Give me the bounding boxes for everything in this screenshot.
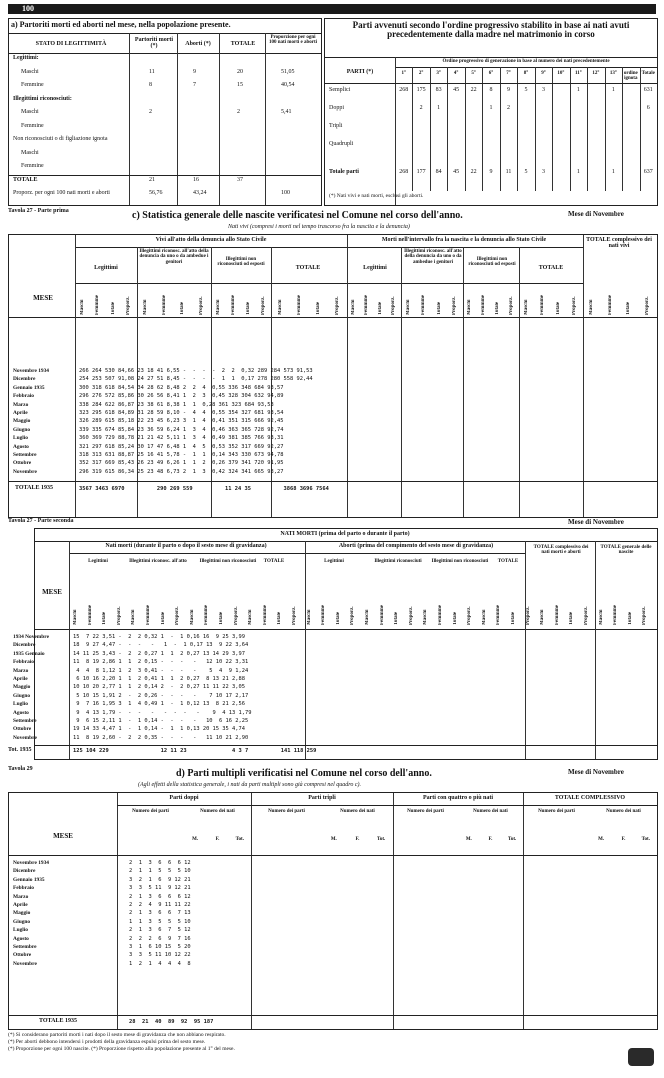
- section-d-data: 2 1 3 6 6 6 12 2 1 1 5 5 5 10 3 2 1 6 9 12 21 3 3 5 11 9 12 21 2 1 3 6 6 6 12 2 2 4 9 11 11 22 2 1 3 6 6 7 13 1 1 3 5 5 5 10 2 1 3 6 7 5 12 2 2 2 6 9 7 16 3 1 6 10 15 5 20 3 3 5 11 10 12 22 1 2 1 4 4 4 8: [129, 860, 191, 967]
- section-c2-col-label: Femmine: [613, 605, 619, 625]
- section-d-sub-nati: Numero dei nati: [606, 809, 641, 814]
- section-a-row-label: Proporz. per ogni 100 nati morti e aborti: [13, 190, 110, 196]
- section-b-col-rule: [465, 67, 466, 191]
- section-a-totale: 20: [237, 68, 243, 75]
- section-d-col-label: F.: [215, 837, 220, 842]
- section-b-cell: 83: [435, 87, 442, 93]
- section-c2-col-label: Proporz.: [642, 606, 648, 625]
- section-c2-col-label: Totale: [394, 611, 400, 625]
- section-c-col-label: Maschi: [79, 299, 85, 315]
- section-b-order: ordine ignota: [623, 71, 638, 82]
- section-c-subtitle: Nati vivi (compresi i morti nel tempo trascorso fra la nascita e la denuncia): [228, 224, 410, 230]
- section-d-group-headers: [117, 793, 657, 853]
- section-c2-col-label: Femmine: [204, 605, 210, 625]
- section-b-table: [324, 18, 658, 206]
- section-c-months: Novembre 1934 Dicembre Gennaio 1935 Febbraio Marzo Aprile Maggio Giugno Luglio Agosto Settembre Ottobre Novembre: [13, 368, 49, 475]
- section-a-aborti: 7: [193, 82, 196, 88]
- section-c2-col-label: Femmine: [496, 605, 502, 625]
- tavola-27-parte-prima: Tavola 27 - Parte prima: [8, 208, 69, 214]
- section-b-order: 1°: [401, 71, 406, 76]
- section-b-row-label: Doppi: [329, 105, 344, 111]
- section-b-cell: 268: [399, 169, 409, 175]
- section-c2-col-label: Femmine: [379, 605, 385, 625]
- section-a-row-label: Legittimi:: [13, 55, 39, 61]
- section-c2-sub-label: TOTALE: [263, 559, 285, 564]
- section-b-cell: 1: [576, 169, 580, 175]
- section-c-col-label: Femmine: [296, 295, 302, 315]
- section-d-col-label: Tot.: [641, 837, 650, 842]
- section-c-col-label: Femmine: [607, 295, 613, 315]
- section-c2-title: NATI MORTI (prima del parto o durante il parto): [280, 531, 410, 537]
- section-d-group: Parti con quattro o più nati: [422, 795, 494, 801]
- section-d-table: [8, 792, 658, 1030]
- header-stato: STATO DI LEGITTIMITÀ: [35, 41, 107, 47]
- section-a-row-label: Femmine: [21, 82, 44, 88]
- section-d-group: Parti tripli: [308, 795, 336, 801]
- section-d-sub-nati: Numero dei nati: [200, 809, 235, 814]
- section-c2-col-label: Maschi: [73, 609, 78, 625]
- section-c2-col-label: Maschi: [189, 609, 195, 625]
- section-c2-col-label: Maschi: [248, 609, 254, 625]
- section-d-title: d) Parti multipli verificatisi nel Comune nel corso dell'anno.: [176, 768, 432, 779]
- section-c-total-label: TOTALE 1935: [15, 485, 53, 491]
- section-b-order: 9°: [541, 71, 546, 76]
- section-c2-col-label: Totale: [627, 611, 633, 625]
- section-d-total-row: 28 21 40 89 92 95 187: [129, 1019, 214, 1025]
- section-c-total-row: 3567 3463 6970 290 269 559 11 24 35 3868 3696 7564: [79, 486, 329, 492]
- group-tot: TOTALE complessivo dei nati vivi: [586, 237, 652, 250]
- section-c-col-label: Totale: [556, 301, 561, 315]
- section-b-col-rule: [640, 67, 641, 191]
- section-b-cell: 175: [416, 87, 426, 93]
- c2-group-aborti: Aborti (prima del compimento del sesto mese di gravidanza): [338, 543, 494, 549]
- section-c2-sub-label: Illegittimi non riconosciuti: [199, 559, 257, 564]
- section-c2-data: 15 7 22 3,51 - 2 2 0,32 1 - 1 0,16 16 9 25 3,99 18 9 27 4,47 - - - - 1 - 1 0,17 13 9 22 3,64 14 11 25 3,43 - 2 2 0,27 1 1 2 0,27 13 14 29 3,97 11 8 19 2,86 1 1 2 0,15 - - - - 12 10 22 3,31 4 4 8 1,12 1 2 3 0,41 - - - - 5 4 9 1,24 6 10 16 2,20 1 1 2 0,41 1 1 2 0,27 8 13 21 2,88 10 10 20 2,77 1 1 2 0,14 2 - 2 0,27 11 11 22 3,05 5 10 15 1,91 2 - 2 0,26 - - - - 7 10 17 2,17 9 7 16 1,95 3 1 4 0,49 1 - 1 0,12 13 8 21 2,56 9 4 13 1,79 - - - - - - - - 9 4 13 1,79 9 6 15 2,11 1 - 1 0,14 - - - - 10 6 16 2,25 19 14 33 4,47 1 - 1 0,14 - 1 1 0,13 20 15 35 4,74 11 8 19 2,60 - 2 2 0,35 - - - - 11 10 21 2,90: [73, 634, 252, 741]
- section-c2-col-label: Femmine: [438, 605, 443, 625]
- section-a-proporz: 5,41: [281, 109, 292, 115]
- section-c2-col-label: Maschi: [423, 609, 429, 625]
- section-a-proporz: 100: [281, 190, 290, 196]
- sub-legittimi: Legittimi: [94, 265, 118, 271]
- section-c-col-label: Totale: [245, 301, 251, 315]
- section-a-total-rule: [9, 175, 321, 176]
- section-b-cell: 1: [437, 105, 441, 111]
- section-b-col-group: Ordine progressivo di generazione in base al numero dei nati precedentemente: [442, 59, 610, 64]
- section-b-col-rule: [447, 67, 448, 191]
- header-totale: TOTALE: [230, 41, 256, 47]
- section-a-totale: 37: [237, 176, 243, 183]
- header-partoriti: Partoriti morti (*): [134, 37, 174, 50]
- group-morti: Morti nell'intervallo fra la nascita e la denuncia allo Stato Civile: [381, 237, 547, 243]
- sub-ill-ric: Illegittimi riconosc. all'atto della denuncia da uno o da ambedue i genitori: [139, 249, 209, 265]
- c2-group-nati: Nati morti (durante il parto o dopo il sesto mese di gravidanza): [105, 543, 267, 549]
- section-a-partoriti: 2: [149, 109, 152, 115]
- section-b-order: 13°: [609, 71, 617, 76]
- section-a-row-label: Maschi: [21, 68, 39, 75]
- section-c2-sub-label: Illegittimi riconosciuti: [374, 559, 422, 564]
- section-d-col-label: Tot.: [377, 837, 386, 842]
- section-b-col-rule: [430, 67, 431, 191]
- section-b-cell: 1: [611, 169, 615, 175]
- header-aborti: Aborti (*): [185, 41, 211, 47]
- section-c-title: c) Statistica generale delle nascite verificatesi nel Comune nel corso dell'anno.: [132, 210, 463, 221]
- section-b-col-rule: [552, 67, 553, 191]
- section-c-col-label: Maschi: [467, 299, 472, 315]
- section-c-table: [8, 234, 658, 518]
- section-c2-col-label: Maschi: [481, 609, 487, 625]
- section-d-sub-parti: Numero dei parti: [407, 809, 444, 814]
- page-header-bar: [8, 4, 656, 14]
- section-b-order: 12°: [592, 71, 600, 76]
- section-c-col-label: Totale: [110, 301, 116, 315]
- section-b-cell: 1: [489, 105, 493, 111]
- section-a-row-label: Maschi: [21, 149, 39, 156]
- section-c2-col-label: Maschi: [365, 609, 370, 625]
- section-d-footnote: (*) Si considerano partoriti morti i nati dopo il sesto mese di gravidanza che non abbiano respirato.: [8, 1032, 226, 1038]
- section-a-aborti: 9: [193, 68, 196, 75]
- section-a-totale: 2: [237, 109, 240, 115]
- section-c-col-label: Proporz.: [126, 296, 132, 315]
- section-b-cell: 1: [611, 87, 615, 93]
- sub-totale: TOTALE: [295, 265, 321, 271]
- sub-ill-non: Illegittimi non riconosciuti od esposti: [217, 257, 265, 268]
- section-b-order: 3°: [436, 71, 441, 76]
- section-d-col-label: M.: [465, 837, 472, 842]
- section-c-month: Mese di Novembre: [568, 210, 624, 218]
- sub-ill-non-2: Illegittimi non riconosciuti od esposti: [468, 257, 516, 268]
- section-a-row-label: Non riconosciuti o di figliazione ignota: [13, 136, 108, 142]
- section-b-cell: 1: [576, 87, 580, 93]
- section-c2-col-label: Femmine: [554, 605, 560, 625]
- section-c-col-label: Femmine: [421, 295, 427, 315]
- section-d-col-label: M.: [192, 837, 199, 842]
- section-c2-col-label: Proporz.: [233, 606, 239, 625]
- section-c-col-label: Proporz.: [644, 296, 650, 315]
- c2-group-gen: TOTALE generale delle nascite: [600, 545, 652, 556]
- section-a-partoriti: 21: [149, 176, 155, 183]
- section-c2-sub-label: TOTALE: [497, 559, 519, 564]
- section-c-col-label: Totale: [436, 301, 442, 315]
- section-b-cell: 3: [541, 169, 545, 175]
- section-b-order: 2°: [418, 71, 424, 76]
- section-c2-col-label: Proporz.: [175, 606, 181, 625]
- section-b-cell: 84: [435, 169, 442, 175]
- section-b-col-rule: [535, 67, 536, 191]
- section-a-row-label: Maschi: [21, 109, 39, 115]
- section-b-order: 5°: [471, 71, 476, 76]
- section-b-cell: 2: [507, 105, 511, 111]
- section-b-parti-label: PARTI (*): [346, 69, 374, 75]
- section-c2-col-label: Totale: [452, 611, 458, 625]
- section-c-col-label: Proporz.: [334, 296, 340, 315]
- section-c2-sub-label: Legittimi: [324, 559, 344, 564]
- section-c2-total-label: Tot. 1935: [8, 747, 32, 753]
- section-d-group: TOTALE COMPLESSIVO: [554, 795, 626, 801]
- section-c2-col-label: Proporz.: [116, 606, 122, 625]
- section-d-col-label: F.: [621, 837, 626, 842]
- section-b-order: 7°: [506, 71, 511, 76]
- section-c-col-label: Maschi: [350, 299, 356, 315]
- section-b-cell: 5: [524, 87, 528, 93]
- section-c2-col-label: Maschi: [598, 609, 604, 625]
- section-b-order-headers: [395, 69, 657, 83]
- section-b-cell: 22: [470, 87, 477, 93]
- section-c-col-label: Maschi: [143, 299, 149, 315]
- section-d-col-label: M.: [330, 837, 337, 842]
- section-d-sub-parti: Numero dei parti: [132, 809, 169, 814]
- section-c-col-label: Femmine: [481, 295, 486, 315]
- section-c-col-label: Proporz.: [391, 296, 397, 315]
- section-a-proporz: 51,05: [281, 68, 295, 75]
- section-b-cell: 9: [489, 169, 493, 175]
- section-d-sub-nati: Numero dei nati: [340, 809, 375, 814]
- section-c-col-label: Maschi: [589, 299, 595, 315]
- section-b-order: Totale: [641, 71, 655, 76]
- section-c2-col-label: Femmine: [87, 605, 93, 625]
- section-b-cell: 631: [643, 87, 653, 93]
- section-b-cell: 177: [416, 169, 426, 175]
- section-d-total-label: TOTALE 1935: [39, 1018, 77, 1024]
- section-d-footnote: (*) Per aborti debbono intendersi i prodotti della gravidanza espulsi prima del sesto mese.: [8, 1039, 206, 1045]
- section-c2-total-row: 125 104 229 12 11 23 4 3 7 141 118 259: [73, 748, 317, 754]
- section-c2-months: 1934 Novembre Dicembre 1935 Gennaio Febbraio Marzo Aprile Maggio Giugno Luglio Agosto Settembre Ottobre Novembre: [13, 634, 49, 741]
- document-page: [8, 4, 656, 1072]
- section-c2-col-label: Maschi: [131, 609, 137, 625]
- page-number: 100: [22, 4, 34, 13]
- section-b-cell: 5: [524, 169, 528, 175]
- section-b-order: 8°: [523, 71, 529, 76]
- c2-mese-label: MESE: [42, 588, 62, 596]
- section-a-table: [8, 18, 322, 206]
- section-d-months: Novembre 1934 Dicembre Gennaio 1935 Febbraio Marzo Aprile Maggio Giugno Luglio Agosto Settembre Ottobre Novembre: [13, 860, 49, 967]
- section-d-col-label: Tot.: [508, 837, 517, 842]
- section-b-order: 6°: [488, 71, 494, 76]
- section-a-totale: 15: [237, 82, 243, 88]
- section-d-sub-parti: Numero dei parti: [268, 809, 305, 814]
- section-c-col-label: Totale: [180, 301, 186, 315]
- section-d-footnote: (*) Proporzione per ogni 100 nascite. (*) Proporzione rispetto alla popolazione presente al 1° del mese.: [8, 1046, 235, 1052]
- section-c2-col-label: Totale: [102, 611, 108, 625]
- section-b-row-label: Quadrupli: [329, 141, 354, 147]
- section-d-sub-nati: Numero dei nati: [473, 809, 508, 814]
- section-a-row-label: TOTALE: [13, 176, 38, 183]
- section-b-row-label: Totale parti: [329, 169, 359, 175]
- section-a-partoriti: 11: [149, 68, 155, 75]
- section-d-group: Parti doppi: [169, 795, 199, 801]
- section-c2-col-label: Proporz.: [467, 606, 473, 625]
- section-c-col-label: Totale: [495, 301, 500, 315]
- section-b-row-label: Semplici: [329, 87, 351, 93]
- section-c2-col-label: Totale: [277, 611, 283, 625]
- section-c2-col-label: Maschi: [540, 609, 546, 625]
- section-c-col-label: Femmine: [364, 295, 370, 315]
- section-d-col-label: M.: [598, 837, 605, 842]
- section-c2-col-label: Proporz.: [525, 606, 531, 625]
- section-c2-col-label: Proporz.: [292, 606, 297, 625]
- section-a-proporz: 40,54: [281, 82, 295, 88]
- section-b-cell: 45: [453, 169, 460, 175]
- section-b-note: (*) Nati vivi e nati morti, esclusi gli aborti.: [329, 193, 424, 199]
- section-d-subtitle: (Agli effetti della statistica generale, i nati da parti multipli sono già compresi nel quadro c).: [138, 782, 362, 788]
- tavola-27-parte-seconda: Tavola 27 - Parte seconda: [8, 518, 74, 524]
- section-c-col-label: Maschi: [277, 299, 283, 315]
- section-b-cell: 2: [419, 105, 423, 111]
- section-b-order: 4°: [453, 71, 459, 76]
- tavola-29: Tavola 29: [8, 766, 33, 772]
- sub-ill-ric-2: Illegittimi riconosc. all'atto della denuncia da uno o da ambedue i genitori: [404, 249, 462, 265]
- group-vivi: Vivi all'atto della denuncia allo Stato Civile: [155, 237, 267, 243]
- section-b-cell: 268: [399, 87, 409, 93]
- section-c-col-label: Proporz.: [452, 296, 458, 315]
- section-b-col-rule: [482, 67, 483, 191]
- section-d-month: Mese di Novembre: [568, 768, 624, 776]
- section-c-col-label: Totale: [626, 301, 632, 315]
- section-c2-col-label: Maschi: [306, 609, 312, 625]
- section-b-order: 10°: [557, 71, 565, 76]
- section-b-cell: 637: [643, 169, 653, 175]
- section-c-col-label: Femmine: [230, 295, 236, 315]
- section-c2-col-label: Proporz.: [350, 606, 356, 625]
- section-b-cell: 6: [646, 105, 650, 111]
- section-d-col-label: F.: [488, 837, 493, 842]
- section-c2-col-label: Proporz.: [584, 606, 589, 625]
- section-c-col-label: Proporz.: [260, 296, 266, 315]
- section-a-partoriti: 56,76: [149, 190, 163, 196]
- sub-totale-2: TOTALE: [538, 265, 564, 271]
- section-a-row-label: Femmine: [21, 163, 44, 169]
- scan-smudge: [628, 1048, 654, 1066]
- section-c-col-label: Femmine: [540, 295, 545, 315]
- section-b-col-rule: [570, 67, 571, 191]
- section-c-col-headers: [75, 285, 657, 317]
- section-c-col-label: Maschi: [405, 299, 411, 315]
- d-mese-label: MESE: [53, 832, 73, 840]
- section-b-col-rule: [605, 67, 606, 191]
- section-b-col-rule: [412, 67, 413, 191]
- section-b-cell: 22: [470, 169, 477, 175]
- section-b-order: 11°: [575, 71, 582, 76]
- section-b-cell: 8: [489, 87, 493, 93]
- section-d-sub-parti: Numero dei parti: [538, 809, 575, 814]
- section-a-row-label: Femmine: [21, 122, 44, 129]
- section-c2-month: Mese di Novembre: [568, 518, 624, 526]
- section-c-col-label: Proporz.: [198, 296, 204, 315]
- section-c-col-label: Femmine: [161, 295, 167, 315]
- c2-group-tot: TOTALE complessivo dei nati morti e aborti: [533, 545, 589, 556]
- section-c-col-label: Femmine: [95, 295, 101, 315]
- section-d-col-label: Tot.: [235, 837, 244, 842]
- section-c-col-label: Proporz.: [572, 296, 577, 315]
- section-b-cell: 9: [507, 87, 511, 93]
- section-a-aborti: 16: [193, 176, 199, 183]
- section-c-data: 266 264 530 84,66 23 18 41 6,55 - - - - 2 2 0,32 289 284 573 91,53 254 253 507 91,08 24 27 51 8,45 - - - - 1 1 0,17 278 280 558 92,44 300 318 618 84,54 34 28 62 8,48 2 2 4 0,55 336 348 684 93,57 296 276 572 85,86 30 26 56 8,41 1 2 3 0,45 328 304 632 94,89 338 284 622 86,87 23 38 61 8,38 1 1 0,28 361 323 684 93,53 323 295 618 84,89 31 28 59 8,10 - 4 4 0,55 354 327 681 93,54 326 289 615 85,18 22 23 45 6,23 3 1 4 0,41 351 315 666 92,45 339 335 674 85,84 23 36 59 6,24 1 3 4 0,46 363 365 728 92,74 360 369 729 88,78 21 21 42 5,11 1 3 4 0,49 381 385 766 93,31 321 297 618 85,24 30 17 47 6,48 1 4 5 0,53 352 317 669 92,27 318 313 631 88,87 25 16 41 5,78 - 1 1 0,14 343 330 673 94,78 352 317 669 85,43 26 23 49 6,26 1 1 2 0,26 379 341 720 91,95 296 319 615 86,34 25 23 48 6,73 2 1 3 0,42 324 341 665 93,27: [79, 368, 313, 475]
- section-c2-col-label: Femmine: [146, 605, 151, 625]
- section-c2-col-label: Totale: [335, 611, 341, 625]
- section-c2-col-headers: [69, 559, 657, 627]
- section-c-col-label: Maschi: [215, 299, 221, 315]
- section-c2-col-label: Totale: [219, 611, 224, 625]
- section-b-row-label: Tripli: [329, 123, 343, 129]
- section-a-title: a) Partoriti morti ed aborti nel mese, nella popolazione presente.: [11, 20, 231, 29]
- section-b-col-rule: [517, 67, 518, 191]
- section-a-partoriti: 8: [149, 82, 152, 88]
- section-c2-col-label: Femmine: [321, 605, 327, 625]
- section-c2-col-label: Totale: [511, 611, 516, 625]
- section-c2-sub-label: Illegittimi riconosc. all'atto: [129, 559, 187, 564]
- section-c2-sub-label: Illegittimi non riconosciuti: [431, 559, 489, 564]
- section-b-col-rule: [500, 67, 501, 191]
- section-a-row-label: Illegittimi riconosciuti:: [13, 95, 72, 102]
- section-c2-col-label: Femmine: [262, 605, 268, 625]
- section-c-col-label: Totale: [315, 301, 321, 315]
- section-b-col-rule: [587, 67, 588, 191]
- section-b-cell: 11: [505, 169, 512, 175]
- section-c2-col-label: Totale: [569, 611, 575, 625]
- section-b-title: Parti avvenuti secondo l'ordine progressivo stabilito in base ai nati avuti precedentemente dalla madre nel matrimonio in corso: [352, 20, 630, 40]
- section-b-cell: 3: [541, 87, 545, 93]
- section-c-col-label: Totale: [377, 301, 383, 315]
- section-c2-col-label: Proporz.: [408, 606, 414, 625]
- section-a-aborti: 43,24: [193, 190, 207, 196]
- section-c2-col-label: Totale: [160, 611, 166, 625]
- sub-legittimi-2: Legittimi: [363, 265, 387, 271]
- header-proporz: Proporzione per ogni 100 nati morti e aborti: [268, 35, 318, 46]
- section-b-col-rule: [622, 67, 623, 191]
- section-c2-sub-label: Legittimi: [88, 559, 108, 564]
- section-c-col-label: Maschi: [524, 299, 529, 315]
- mese-label: MESE: [33, 294, 53, 302]
- section-b-cell: 45: [453, 87, 460, 93]
- section-d-col-label: F.: [355, 837, 360, 842]
- section-c-col-label: Proporz.: [509, 296, 514, 315]
